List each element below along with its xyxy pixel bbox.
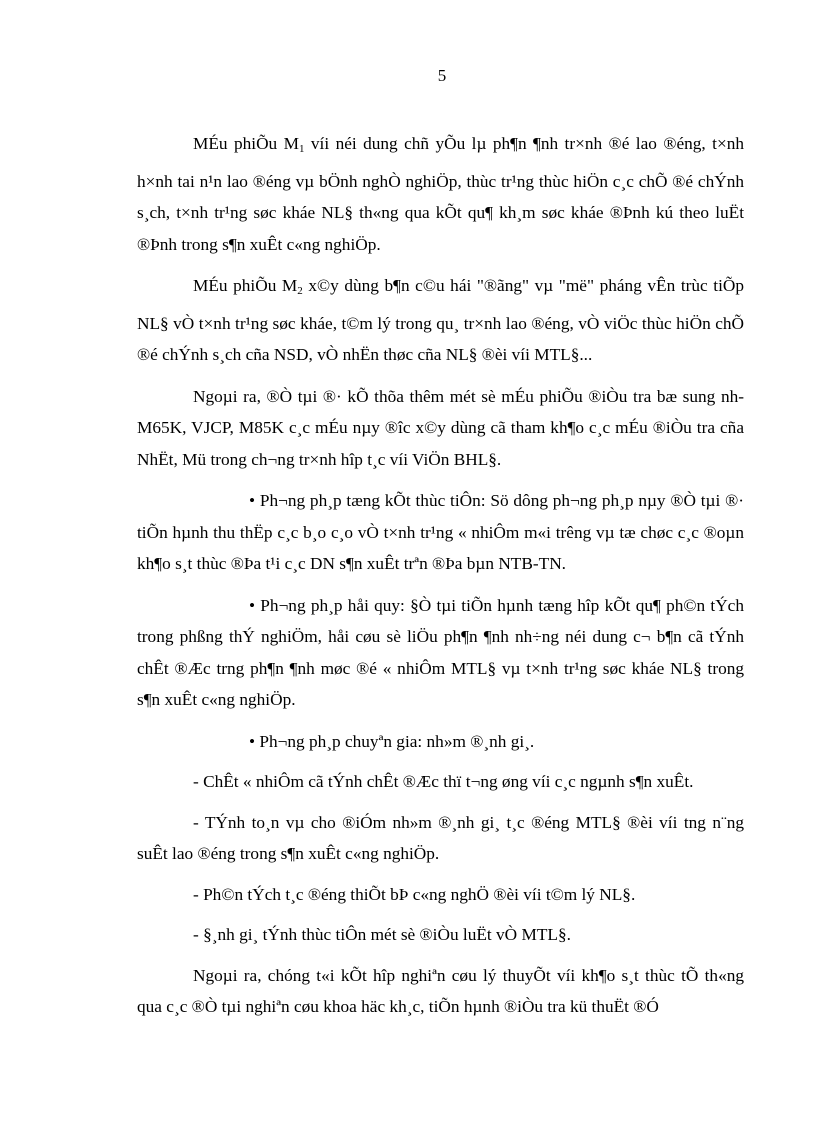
paragraph-method-regression bbox=[137, 590, 744, 716]
paragraph-method-expert bbox=[137, 726, 744, 758]
paragraph-text: Ph¬ng ph¸p håi quy: §Ò tµi tiÕn hµnh tæng hîp kÕt qu¶ ph©n tÝch trong phßng thÝ nghiÖm, håi cøu sè liÖu ph¶n ¶nh nh÷ng néi dung c¬ b¶n cã tÝnh chÊt ®Æc trng ph¶n ¶nh møc ®é « nhiÔm MTL§ vµ t×nh tr¹ng søc kháe NL§ trong s¶n xuÊt c«ng nghiÖp. bbox=[137, 595, 744, 709]
bullet-icon: • bbox=[249, 491, 256, 510]
bullet-icon: • bbox=[249, 595, 256, 615]
paragraph-text: Ph¬ng ph¸p tæng kÕt thùc tiÔn: Sö dông ph¬ng ph¸p nµy ®Ò tµi ®· tiÕn hµnh thu thËp c¸c b¸o c¸o vÒ t×nh tr¹ng « nhiÔm m«i trêng vµ tæ chøc c¸c ®oµn kh¶o s¸t thùc ®Þa t¹i c¸c DN s¶n xuÊt trªn ®Þa bµn NTB-TN. bbox=[137, 491, 744, 573]
paragraph-text: MÉu phiÕu M bbox=[193, 276, 298, 295]
subscript: 2 bbox=[297, 285, 303, 297]
paragraph-text: x©y dùng b¶n c©u hái "®ãng" vµ "më" pháng vÊn trùc tiÕp NL§ vÒ t×nh tr¹ng søc kháe, t©m lý trong qu¸ tr×nh lao ®éng, vÒ viÖc thùc hiÖn chÕ ®é chÝnh s¸ch cña NSD, vÒ nhËn thøc cña NL§ ®èi víi MTL§... bbox=[137, 276, 744, 364]
paragraph-conclusion: Ngoµi ra, chóng t«i kÕt hîp nghiªn cøu lý thuyÕt víi kh¶o s¸t thùc tÕ th«ng qua c¸c ®Ò tµi nghiªn cøu khoa häc kh¸c, tiÕn hµnh ®iÒu tra kü thuËt ®Ó bbox=[137, 965, 744, 1016]
subscript: 1 bbox=[298, 143, 305, 155]
paragraph-method-practical-summary bbox=[137, 485, 744, 580]
paragraph-dash-regulations: - §¸nh gi¸ tÝnh thùc tiÔn mét sè ®iÒu luËt vÒ MTL§. bbox=[193, 925, 571, 944]
paragraph-dash-scoring: - TÝnh to¸n vµ cho ®iÓm nh»m ®¸nh gi¸ t¸c ®éng MTL§ ®èi víi tng n¨ng suÊt lao ®éng trong s¶n xuÊt c«ng nghiÖp. bbox=[137, 812, 744, 863]
bullet-icon: • bbox=[249, 731, 256, 751]
paragraph-text: Ph¬ng ph¸p chuyªn gia: nh»m ®¸nh gi¸. bbox=[255, 731, 535, 751]
paragraph-form-m1 bbox=[137, 128, 744, 260]
document-body bbox=[137, 128, 744, 1033]
paragraph-additional-forms: Ngoµi ra, ®Ò tµi ®· kÕ thõa thêm mét sè mÉu phiÕu ®iÒu tra bæ sung nh M65K, VJCP, M85K c¸c mÉu nµy ®îc x©y dùng cã tham kh¶o c¸c mÉu ®iÒu tra cña NhËt, Mü trong ch¬ng tr×nh hîp t¸c víi ViÖn BHL§. bbox=[137, 386, 744, 469]
paragraph-form-m2 bbox=[137, 270, 744, 371]
paragraph-text: MÉu phiÕu M bbox=[193, 134, 299, 153]
page-number: 5 bbox=[437, 66, 447, 85]
paragraph-dash-pollutants: - ChÊt « nhiÔm cã tÝnh chÊt ®Æc thï t¬ng øng víi c¸c ngµnh s¶n xuÊt. bbox=[193, 772, 694, 791]
paragraph-text: víi néi dung chñ yÕu lµ ph¶n ¶nh tr×nh ®é lao ®éng, t×nh h×nh tai n¹n lao ®éng vµ bÖnh nghÒ nghiÖp, thùc tr¹ng thùc hiÖn c¸c chÕ ®é chÝnh s¸ch, t×nh tr¹ng søc kháe NL§ th«ng qua kÕt qu¶ kh¸m søc kháe ®Þnh kú theo luËt ®Þnh trong s¶n xuÊt c«ng nghiÖp. bbox=[137, 134, 744, 254]
paragraph-dash-equipment: - Ph©n tÝch t¸c ®éng thiÕt bÞ c«ng nghÖ ®èi víi t©m lý NL§. bbox=[193, 884, 636, 904]
